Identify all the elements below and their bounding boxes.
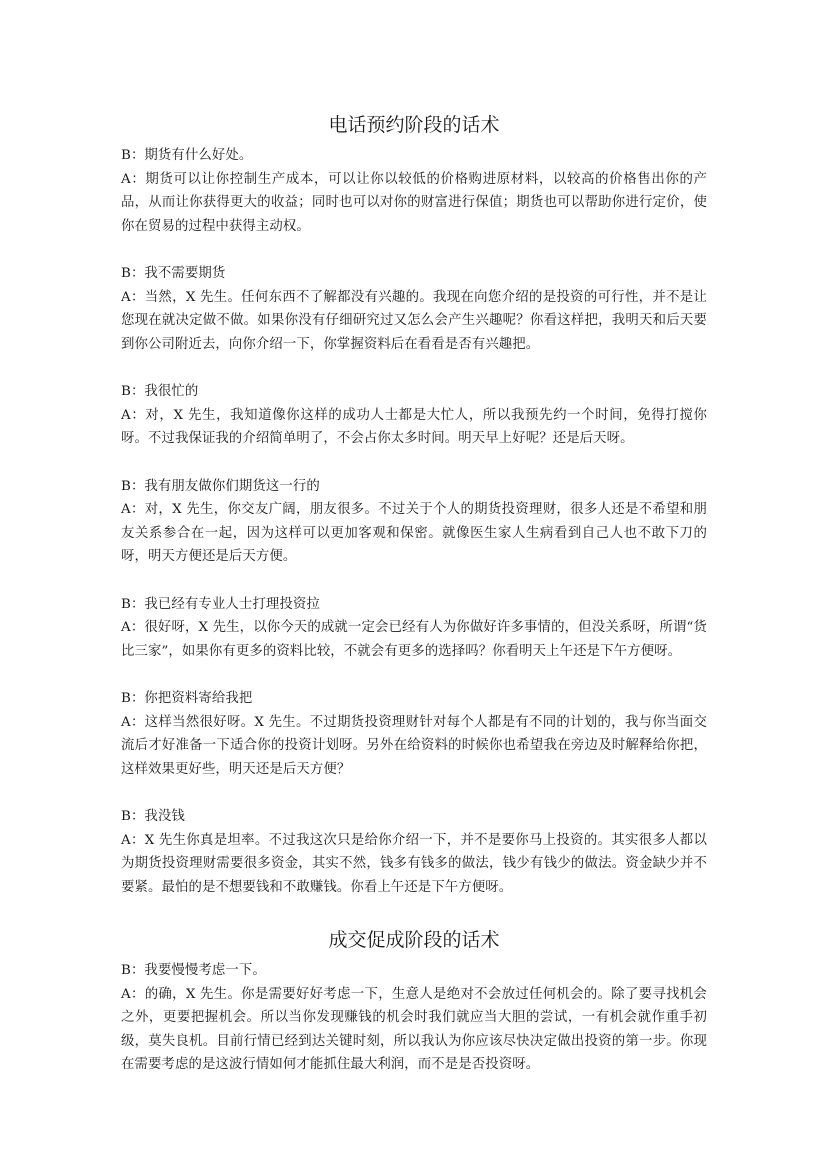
answer-text: A：对，X 先生，我知道像你这样的成功人士都是大忙人，所以我预先约一个时间，免得打搅你呀。不过我保证我的介绍简单明了，不会占你太多时间。明天早上好呢？还是后天呀。 [121,407,707,446]
answer-text: A：的确，X 先生。你是需要好好考虑一下，生意人是绝对不会放过任何机会的。除了要寻找机会之外，更要把握机会。所以当你发现赚钱的机会时我们就应当大胆的尝试，一有机会就作重手初级，莫失良机。目前行情已经到达关键时刻，所以我认为你应该尽快决定做出投资的第一步。你现在需要考虑的是这波行情如何才能抓住最大利润，而不是是否投资呀。 [121,986,707,1072]
qa-pair [121,144,707,238]
answer-text: A：对，X 先生，你交友广阔，朋友很多。不过关于个人的期货投资理财，很多人还是不希望和朋友关系参合在一起，因为这样可以更加客观和保密。就像医生家人生病看到自己人也不敢下刀的呀，明天方便还是后天方便。 [121,502,707,564]
question-text: B：我很忙的 [121,384,199,399]
answer-text: A：很好呀，X 先生，以你今天的成就一定会已经有人为你做好许多事情的，但没关系呀，所谓“货比三家”，如果你有更多的资料比较，不就会有更多的选择吗？你看明天上午还是下午方便呀。 [121,620,707,659]
question-text: B：我要慢慢考虑一下。 [121,963,266,978]
qa-pair [121,593,707,664]
answer-text: A：当然，X 先生。任何东西不了解都没有兴趣的。我现在向您介绍的是投资的可行性，并不是让您现在就决定做不做。如果你没有仔细研究过又怎么会产生兴趣呢？你看这样把，我明天和后天要到你公司附近去，向你介绍一下，你掌握资料后在看看是否有兴趣把。 [121,289,707,352]
question-text: B：我已经有专业人士打理投资拉 [121,596,320,612]
qa-pair [121,687,707,781]
qa-pair [121,262,707,356]
question-text: B：我有朋友做你们期货这一行的 [121,478,320,494]
qa-pair [121,805,707,899]
section-title-phone-appointment: 电话预约阶段的话术 [328,114,500,136]
question-text: B：我不需要期货 [121,266,226,281]
question-text: B：你把资料寄给我把 [121,691,253,706]
answer-text: A：期货可以让你控制生产成本，可以让你以较低的价格购进原材料，以较高的价格售出你的产品，从而让你获得更大的收益；同时也可以对你的财富进行保值；期货也可以帮助你进行定价，使你在贸易的过程中获得主动权。 [121,171,707,234]
answer-text: A：X 先生你真是坦率。不过我这次只是给你介绍一下，并不是要你马上投资的。其实很多人都以为期货投资理财需要很多资金，其实不然，钱多有钱多的做法，钱少有钱少的做法。资金缺少并不要紧。最怕的是不想要钱和不敢赚钱。你看上午还是下午方便呀。 [121,832,707,895]
question-text: B：我没钱 [121,809,185,824]
qa-pair [121,959,707,1077]
qa-pair [121,380,707,451]
answer-text: A：这样当然很好呀。X 先生。不过期货投资理财针对每个人都是有不同的计划的，我与你当面交流后才好准备一下适合你的投资计划呀。另外在给资料的时候你也希望我在旁边及时解释给你把，这样效果更好些，明天还是后天方便？ [121,714,707,777]
question-text: B：期货有什么好处。 [121,148,253,163]
section-title-closing: 成交促成阶段的话术 [328,929,500,951]
qa-pair [121,475,707,569]
